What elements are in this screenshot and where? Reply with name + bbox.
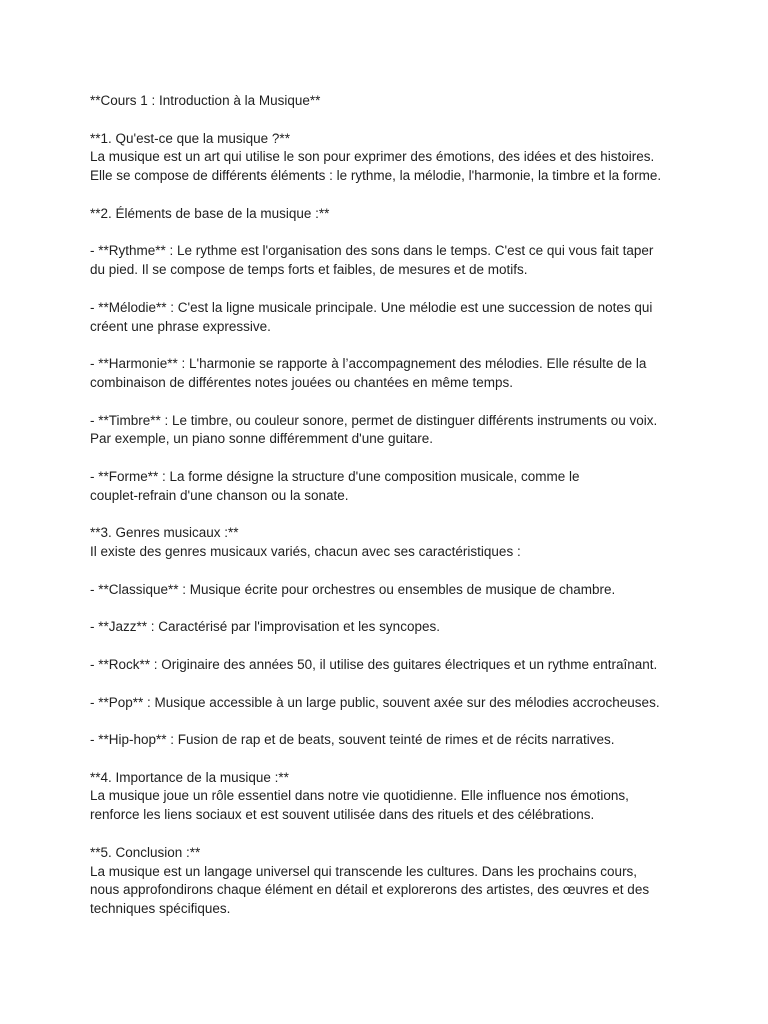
section-3-intro: Il existe des genres musicaux variés, chacun avec ses caractéristiques :	[90, 544, 521, 560]
melodie-item-line-1: - **Mélodie** : C'est la ligne musicale principale. Une mélodie est une succession de notes qui	[90, 299, 653, 315]
forme-item-line-2: couplet-refrain d'une chanson ou la sonate.	[90, 487, 349, 503]
rythme-item-line-1: - **Rythme** : Le rythme est l'organisation des sons dans le temps. C'est ce qui vous fait taper	[90, 243, 654, 259]
genre-rock: - **Rock** : Originaire des années 50, il utilise des guitares électriques et un rythme entraînant.	[90, 656, 658, 672]
harmonie-item-line-1: - **Harmonie** : L'harmonie se rapporte à l’accompagnement des mélodies. Elle résulte de la	[90, 356, 647, 372]
melodie-item-line-2: créent une phrase expressive.	[90, 318, 271, 334]
section-1-heading: **1. Qu'est-ce que la musique ?**	[90, 130, 290, 146]
section-1-line-2: Elle se compose de différents éléments : le rythme, la mélodie, l'harmonie, la timbre et la forme.	[90, 168, 662, 184]
harmonie-item-line-2: combinaison de différentes notes jouées ou chantées en même temps.	[90, 374, 514, 390]
section-5-line-3: techniques spécifiques.	[90, 901, 231, 917]
section-2-heading: **2. Éléments de base de la musique :**	[90, 205, 330, 221]
genre-hiphop: - **Hip-hop** : Fusion de rap et de beats, souvent teinté de rimes et de récits narratives.	[90, 732, 615, 748]
section-5-line-1: La musique est un langage universel qui transcende les cultures. Dans les prochains cours,	[90, 863, 638, 879]
timbre-item-line-1: - **Timbre** : Le timbre, ou couleur sonore, permet de distinguer différents instruments ou voix.	[90, 412, 658, 428]
section-5-heading: **5. Conclusion :**	[90, 844, 201, 860]
document-page	[90, 92, 690, 919]
section-5-line-2: nous approfondirons chaque élément en détail et explorerons des artistes, des œuvres et des	[90, 882, 650, 898]
section-3-heading: **3. Genres musicaux :**	[90, 525, 239, 541]
section-4-heading: **4. Importance de la musique :**	[90, 769, 289, 785]
section-4-line-2: renforce les liens sociaux et est souvent utilisée dans des rituels et des célébrations.	[90, 807, 595, 823]
rythme-item-line-2: du pied. Il se compose de temps forts et faibles, de mesures et de motifs.	[90, 262, 528, 278]
genre-jazz: - **Jazz** : Caractérisé par l'improvisation et les syncopes.	[90, 619, 440, 635]
forme-item-line-1: - **Forme** : La forme désigne la structure d'une composition musicale, comme le	[90, 468, 580, 484]
section-4-line-1: La musique joue un rôle essentiel dans notre vie quotidienne. Elle influence nos émotions,	[90, 788, 629, 804]
timbre-item-line-2: Par exemple, un piano sonne différemment d'une guitare.	[90, 431, 434, 447]
section-1-line-1: La musique est un art qui utilise le son pour exprimer des émotions, des idées et des histoires.	[90, 149, 655, 165]
genre-classique: - **Classique** : Musique écrite pour orchestres ou ensembles de musique de chambre.	[90, 581, 616, 597]
genre-pop: - **Pop** : Musique accessible à un large public, souvent axée sur des mélodies accrocheuses.	[90, 694, 660, 710]
document-title: **Cours 1 : Introduction à la Musique**	[90, 93, 321, 108]
